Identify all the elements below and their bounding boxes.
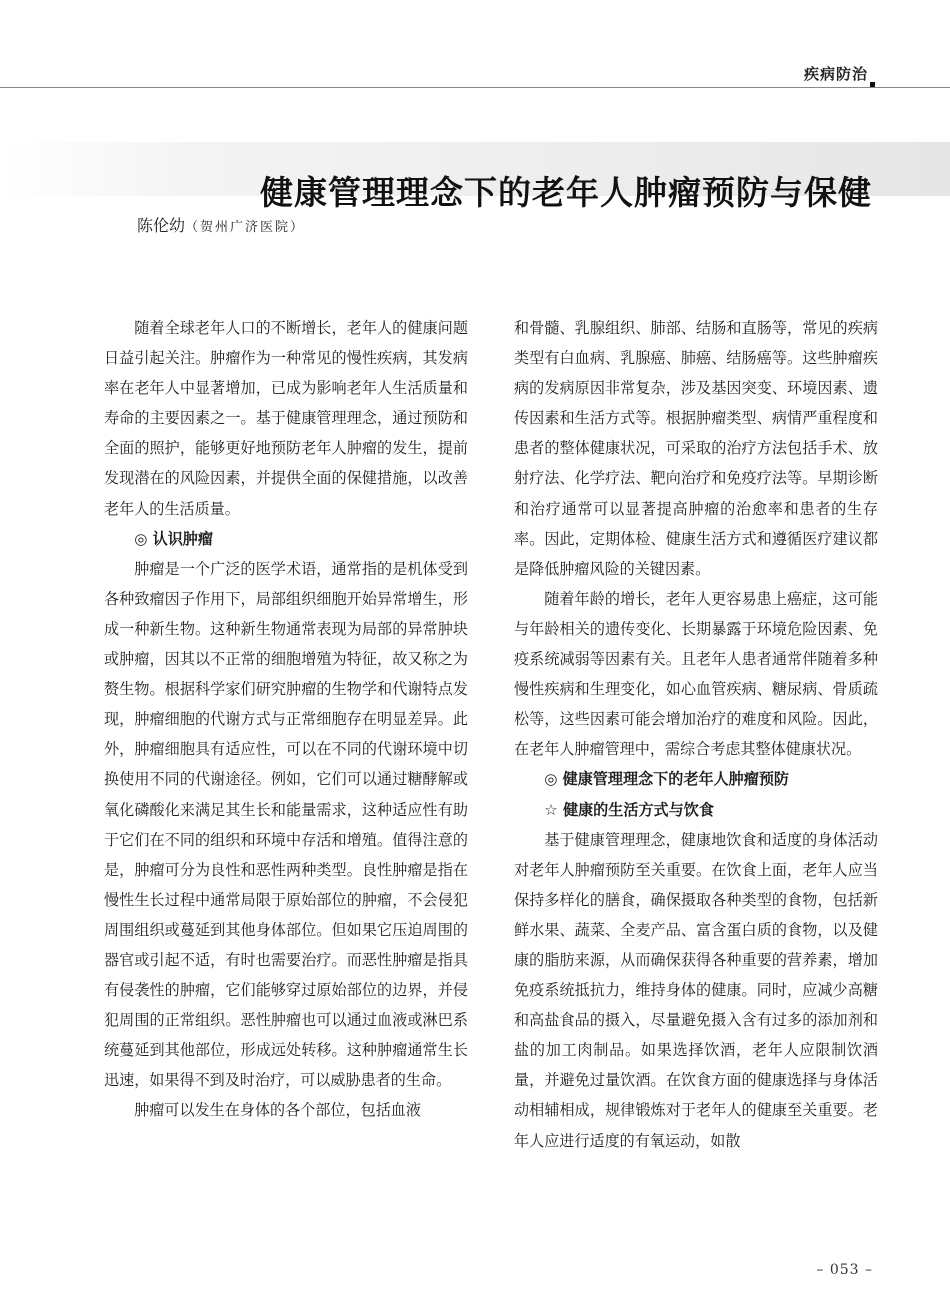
tumor-sites-paragraph: 肿瘤可以发生在身体的各个部位，包括血液 bbox=[134, 1101, 421, 1120]
section-tag: 疾病防治 bbox=[803, 65, 868, 83]
header-rule bbox=[0, 87, 950, 88]
tumor-sites-paragraph-continued: 和骨髓、乳腺组织、肺部、结肠和直肠等，常见的疾病类型有白血病、乳腺癌、肺癌、结肠癌等。这些肿瘤疾病的发病原因非常复杂，涉及基因突变、环境因素、遗传因素和生活方式等。根据肿瘤类型、病情严重程度和患者的整体健康状况，可采取的治疗方法包括手术、放射疗法、化学疗法、靶向治疗和免疫疗法等。早期诊断和治疗通常可以显著提高肿瘤的治愈率和患者的生存率。因此，定期体检、健康生活方式和遵循医疗建议都是降低肿瘤风险的关键因素。 bbox=[514, 319, 878, 578]
left-column bbox=[104, 313, 468, 1126]
right-column bbox=[514, 313, 878, 1156]
byline bbox=[137, 213, 305, 236]
article-title: 健康管理理念下的老年人肿瘤预防与保健 bbox=[260, 173, 872, 213]
author-name: 陈伦幼 bbox=[137, 216, 186, 235]
tumor-definition-paragraph: 肿瘤是一个广泛的医学术语，通常指的是机体受到各种致瘤因子作用下，局部组织细胞开始异常增生，形成一种新生物。这种新生物通常表现为局部的异常肿块或肿瘤，因其以不正常的细胞增殖为特征，故又称之为赘生物。根据科学家们研究肿瘤的生物学和代谢特点发现，肿瘤细胞的代谢方式与正常细胞存在明显差异。此外，肿瘤细胞具有适应性，可以在不同的代谢环境中切换使用不同的代谢途径。例如，它们可以通过糖酵解或氧化磷酸化来满足其生长和能量需求，这种适应性有助于它们在不同的组织和环境中存活和增殖。值得注意的是，肿瘤可分为良性和恶性两种类型。良性肿瘤是指在慢性生长过程中通常局限于原始部位的肿瘤，不会侵犯周围组织或蔓延到其他身体部位。但如果它压迫周围的器官或引起不适，有时也需要治疗。而恶性肿瘤是指具有侵袭性的肿瘤，它们能够穿过原始部位的边界，并侵犯周围的正常组织。恶性肿瘤也可以通过血液或淋巴系统蔓延到其他部位，形成远处转移。这种肿瘤通常生长迅速，如果得不到及时治疗，可以威胁患者的生命。 bbox=[104, 559, 468, 1090]
intro-paragraph: 随着全球老年人口的不断增长，老年人的健康问题日益引起关注。肿瘤作为一种常见的慢性疾病，其发病率在老年人中显著增加，已成为影响老年人生活质量和寿命的主要因素之一。基于健康管理理念，通过预防和全面的照护，能够更好地预防老年人肿瘤的发生，提前发现潜在的风险因素，并提供全面的保健措施，以改善老年人的生活质量。 bbox=[104, 319, 468, 518]
section-heading-prevention: ◎ 健康管理理念下的老年人肿瘤预防 bbox=[544, 770, 790, 789]
subsection-heading-lifestyle-diet: ☆ 健康的生活方式与饮食 bbox=[544, 800, 714, 819]
section-heading-understanding-tumors: ◎ 认识肿瘤 bbox=[134, 529, 213, 548]
page-number: – 053 – bbox=[816, 1262, 873, 1278]
diet-activity-paragraph: 基于健康管理理念，健康地饮食和适度的身体活动对老年人肿瘤预防至关重要。在饮食上面，老年人应当保持多样化的膳食，确保摄取各种类型的食物，包括新鲜水果、蔬菜、全麦产品、富含蛋白质的食物，以及健康的脂肪来源，从而确保获得各种重要的营养素，增加免疫系统抵抗力，维持身体的健康。同时，应减少高糖和高盐食品的摄入，尽量避免摄入含有过多的添加剂和盐的加工肉制品。如果选择饮酒，老年人应限制饮酒量，并避免过量饮酒。在饮食方面的健康选择与身体活动相辅相成，规律锻炼对于老年人的健康至关重要。老年人应进行适度的有氧运动，如散 bbox=[514, 830, 878, 1150]
section-marker-square bbox=[870, 82, 875, 87]
author-affiliation: （贺州广济医院） bbox=[185, 220, 306, 235]
aging-cancer-paragraph: 随着年龄的增长，老年人更容易患上癌症，这可能与年龄相关的遗传变化、长期暴露于环境危险因素、免疫系统减弱等因素有关。且老年人患者通常伴随着多种慢性疾病和生理变化，如心血管疾病、糖尿病、骨质疏松等，这些因素可能会增加治疗的难度和风险。因此，在老年人肿瘤管理中，需综合考虑其整体健康状况。 bbox=[514, 589, 878, 759]
